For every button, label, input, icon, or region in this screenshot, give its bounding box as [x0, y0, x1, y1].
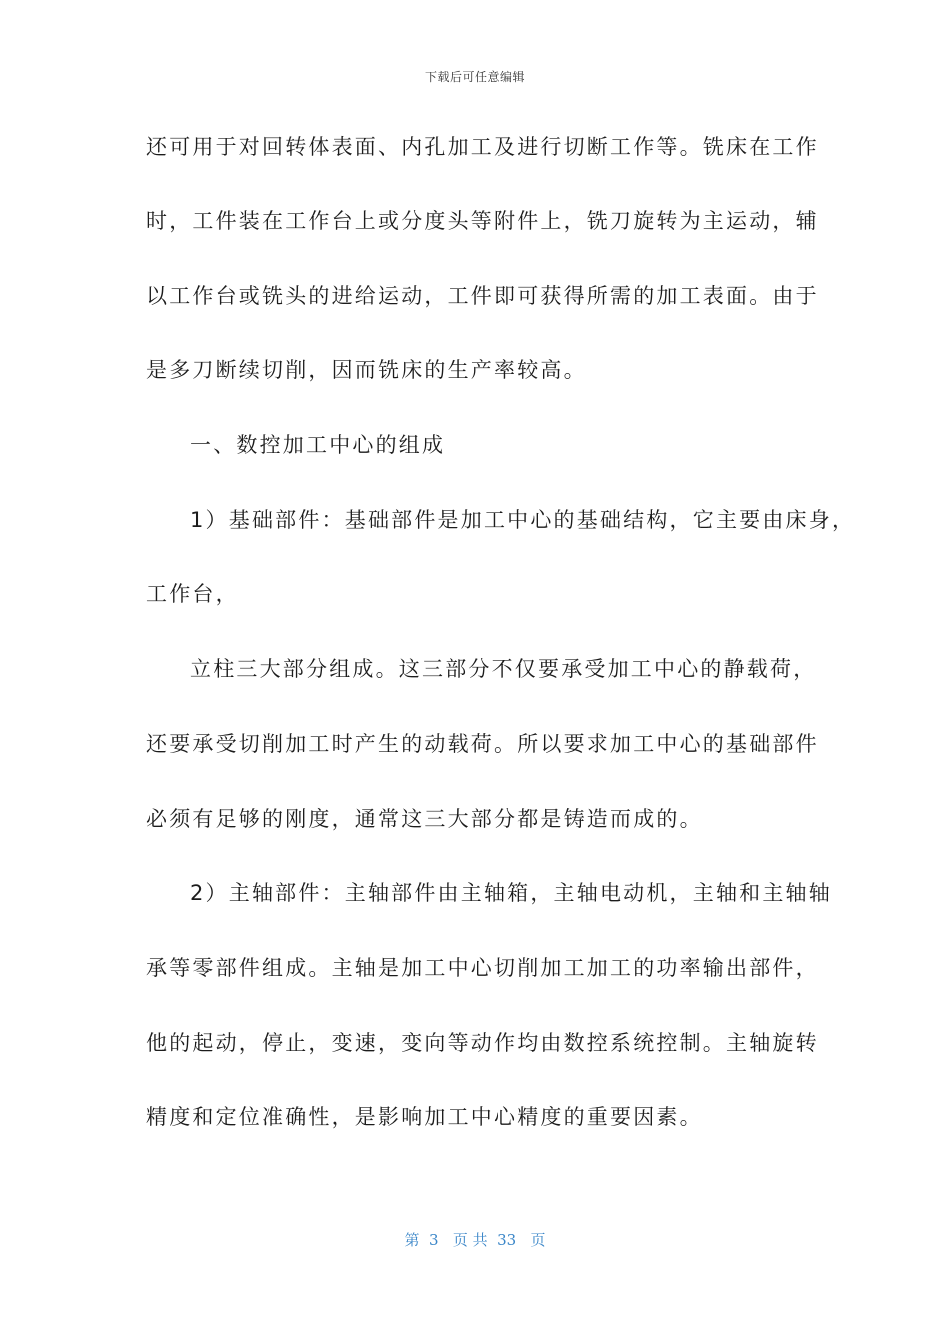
paragraph-line: 是多刀断续切削，因而铣床的生产率较高。 [146, 358, 587, 382]
paragraph-line: 还要承受切削加工时产生的动载荷。所以要求加工中心的基础部件 [146, 732, 819, 756]
paragraph-line: 还可用于对回转体表面、内孔加工及进行切断工作等。铣床在工作 [146, 135, 819, 159]
paragraph-line: 精度和定位准确性，是影响加工中心精度的重要因素。 [146, 1105, 703, 1129]
paragraph-line: 2）主轴部件：主轴部件由主轴箱，主轴电动机，主轴和主轴轴 [190, 881, 832, 905]
paragraph-line: 以工作台或铣头的进给运动，工件即可获得所需的加工表面。由于 [146, 284, 819, 308]
paragraph-line: 时，工件装在工作台上或分度头等附件上，铣刀旋转为主运动，辅 [146, 209, 819, 233]
paragraph-line: 立柱三大部分组成。这三部分不仅要承受加工中心的静载荷， [190, 657, 817, 681]
paragraph-line: 他的起动，停止，变速，变向等动作均由数控系统控制。主轴旋转 [146, 1031, 819, 1055]
paragraph-line: 1）基础部件：基础部件是加工中心的基础结构，它主要由床身， [190, 508, 856, 532]
section-heading: 一、数控加工中心的组成 [190, 433, 446, 457]
paragraph-line: 工作台， [146, 582, 239, 606]
page-number-footer: 第 3 页 共 33 页 [404, 1231, 546, 1249]
paragraph-line: 必须有足够的刚度，通常这三大部分都是铸造而成的。 [146, 807, 703, 831]
paragraph-line: 承等零部件组成。主轴是加工中心切削加工加工的功率输出部件， [146, 956, 819, 980]
page-header: 下载后可任意编辑 [424, 70, 525, 84]
